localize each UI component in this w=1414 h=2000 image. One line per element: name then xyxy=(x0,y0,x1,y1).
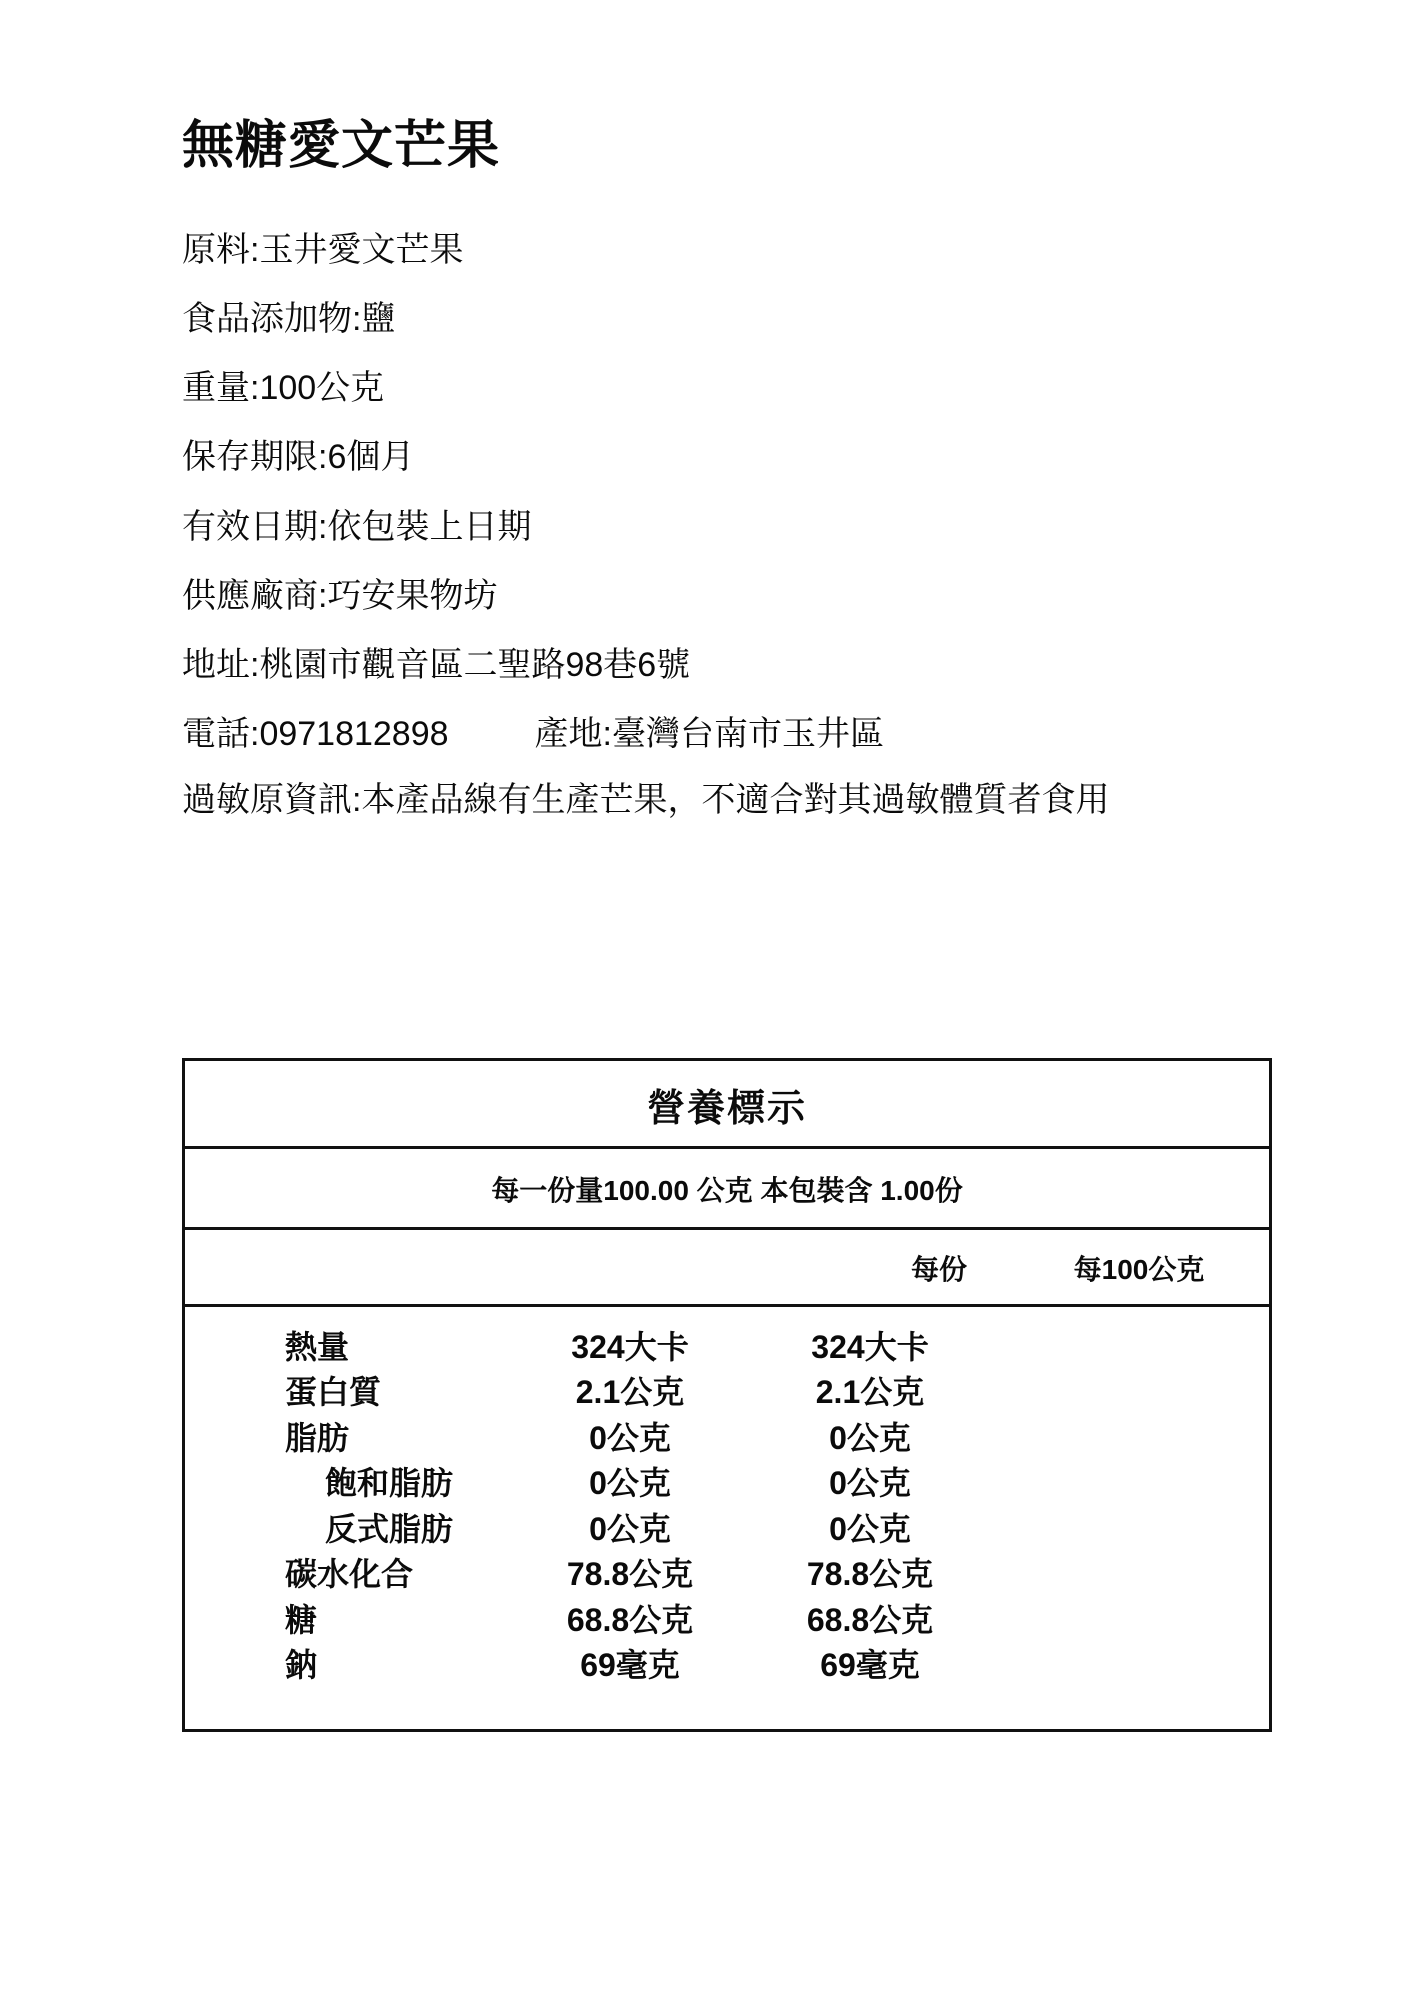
nutrient-per-serving: 324大卡 xyxy=(571,1329,689,1365)
nutrient-label: 鈉 xyxy=(285,1647,318,1684)
nutrient-per-100g: 78.8公克 xyxy=(806,1556,934,1593)
product-info-block xyxy=(182,118,1282,825)
info-line-weight: 重量:100公克 xyxy=(182,369,385,408)
info-line-additives: 食品添加物:鹽 xyxy=(182,300,396,339)
nutrition-facts-table xyxy=(182,1058,1272,1732)
nutrient-label: 蛋白質 xyxy=(285,1374,382,1411)
nutrient-per-100g: 0公克 xyxy=(829,1419,911,1456)
nutrient-label: 熱量 xyxy=(285,1329,350,1365)
nutrient-label: 飽和脂肪 xyxy=(325,1465,454,1502)
table-row xyxy=(185,1461,1269,1506)
phone-text: 電話:0971812898 xyxy=(182,714,449,753)
nutrition-title: 營養標示 xyxy=(185,1061,1269,1149)
table-row xyxy=(185,1598,1269,1643)
info-line-phone-origin xyxy=(182,707,1282,762)
column-header-per-100g: 每100公克 xyxy=(1073,1254,1205,1285)
nutrient-per-100g: 0公克 xyxy=(829,1465,911,1502)
info-line-ingredients: 原料:玉井愛文芒果 xyxy=(182,231,464,270)
nutrient-label: 碳水化合 xyxy=(285,1556,414,1593)
info-line-expiry: 有效日期:依包裝上日期 xyxy=(182,507,532,546)
info-line-allergen: 過敏原資訊:本產品線有生產芒果，不適合對其過敏體質者食用 xyxy=(182,780,1110,819)
nutrient-per-serving: 69毫克 xyxy=(580,1647,680,1684)
nutrient-per-serving: 2.1公克 xyxy=(575,1374,685,1411)
info-line-supplier: 供應廠商:巧安果物坊 xyxy=(182,576,498,615)
info-line-address: 地址:桃園市觀音區二聖路98巷6號 xyxy=(182,645,691,684)
nutrient-label: 反式脂肪 xyxy=(325,1510,454,1547)
nutrient-per-100g: 0公克 xyxy=(829,1510,911,1547)
nutrient-per-serving: 0公克 xyxy=(589,1419,671,1456)
nutrient-per-100g: 2.1公克 xyxy=(815,1374,925,1411)
table-row xyxy=(185,1643,1269,1688)
nutrient-per-serving: 78.8公克 xyxy=(566,1556,694,1593)
table-row xyxy=(185,1552,1269,1597)
nutrition-serving-info: 每一份量100.00 公克 本包裝含 1.00份 xyxy=(185,1149,1269,1230)
nutrient-per-100g: 69毫克 xyxy=(820,1647,920,1684)
table-row xyxy=(185,1370,1269,1415)
nutrition-column-headers xyxy=(185,1230,1269,1307)
table-row xyxy=(185,1416,1269,1461)
table-row xyxy=(185,1507,1269,1552)
page-title: 無糖愛文芒果 xyxy=(182,117,501,175)
nutrient-per-serving: 0公克 xyxy=(589,1510,671,1547)
info-line-shelf-life: 保存期限:6個月 xyxy=(182,438,415,477)
nutrient-per-serving: 68.8公克 xyxy=(566,1601,694,1638)
column-header-per-serving: 每份 xyxy=(910,1254,967,1285)
origin-text: 產地:臺灣台南市玉井區 xyxy=(534,714,884,753)
nutrient-per-serving: 0公克 xyxy=(589,1465,671,1502)
nutrient-per-100g: 68.8公克 xyxy=(806,1601,934,1638)
nutrition-rows xyxy=(185,1307,1269,1729)
nutrient-label: 脂肪 xyxy=(285,1419,350,1456)
nutrient-per-100g: 324大卡 xyxy=(811,1329,929,1365)
nutrient-label: 糖 xyxy=(285,1601,318,1638)
table-row xyxy=(185,1325,1269,1370)
product-detail-list xyxy=(182,223,1282,825)
